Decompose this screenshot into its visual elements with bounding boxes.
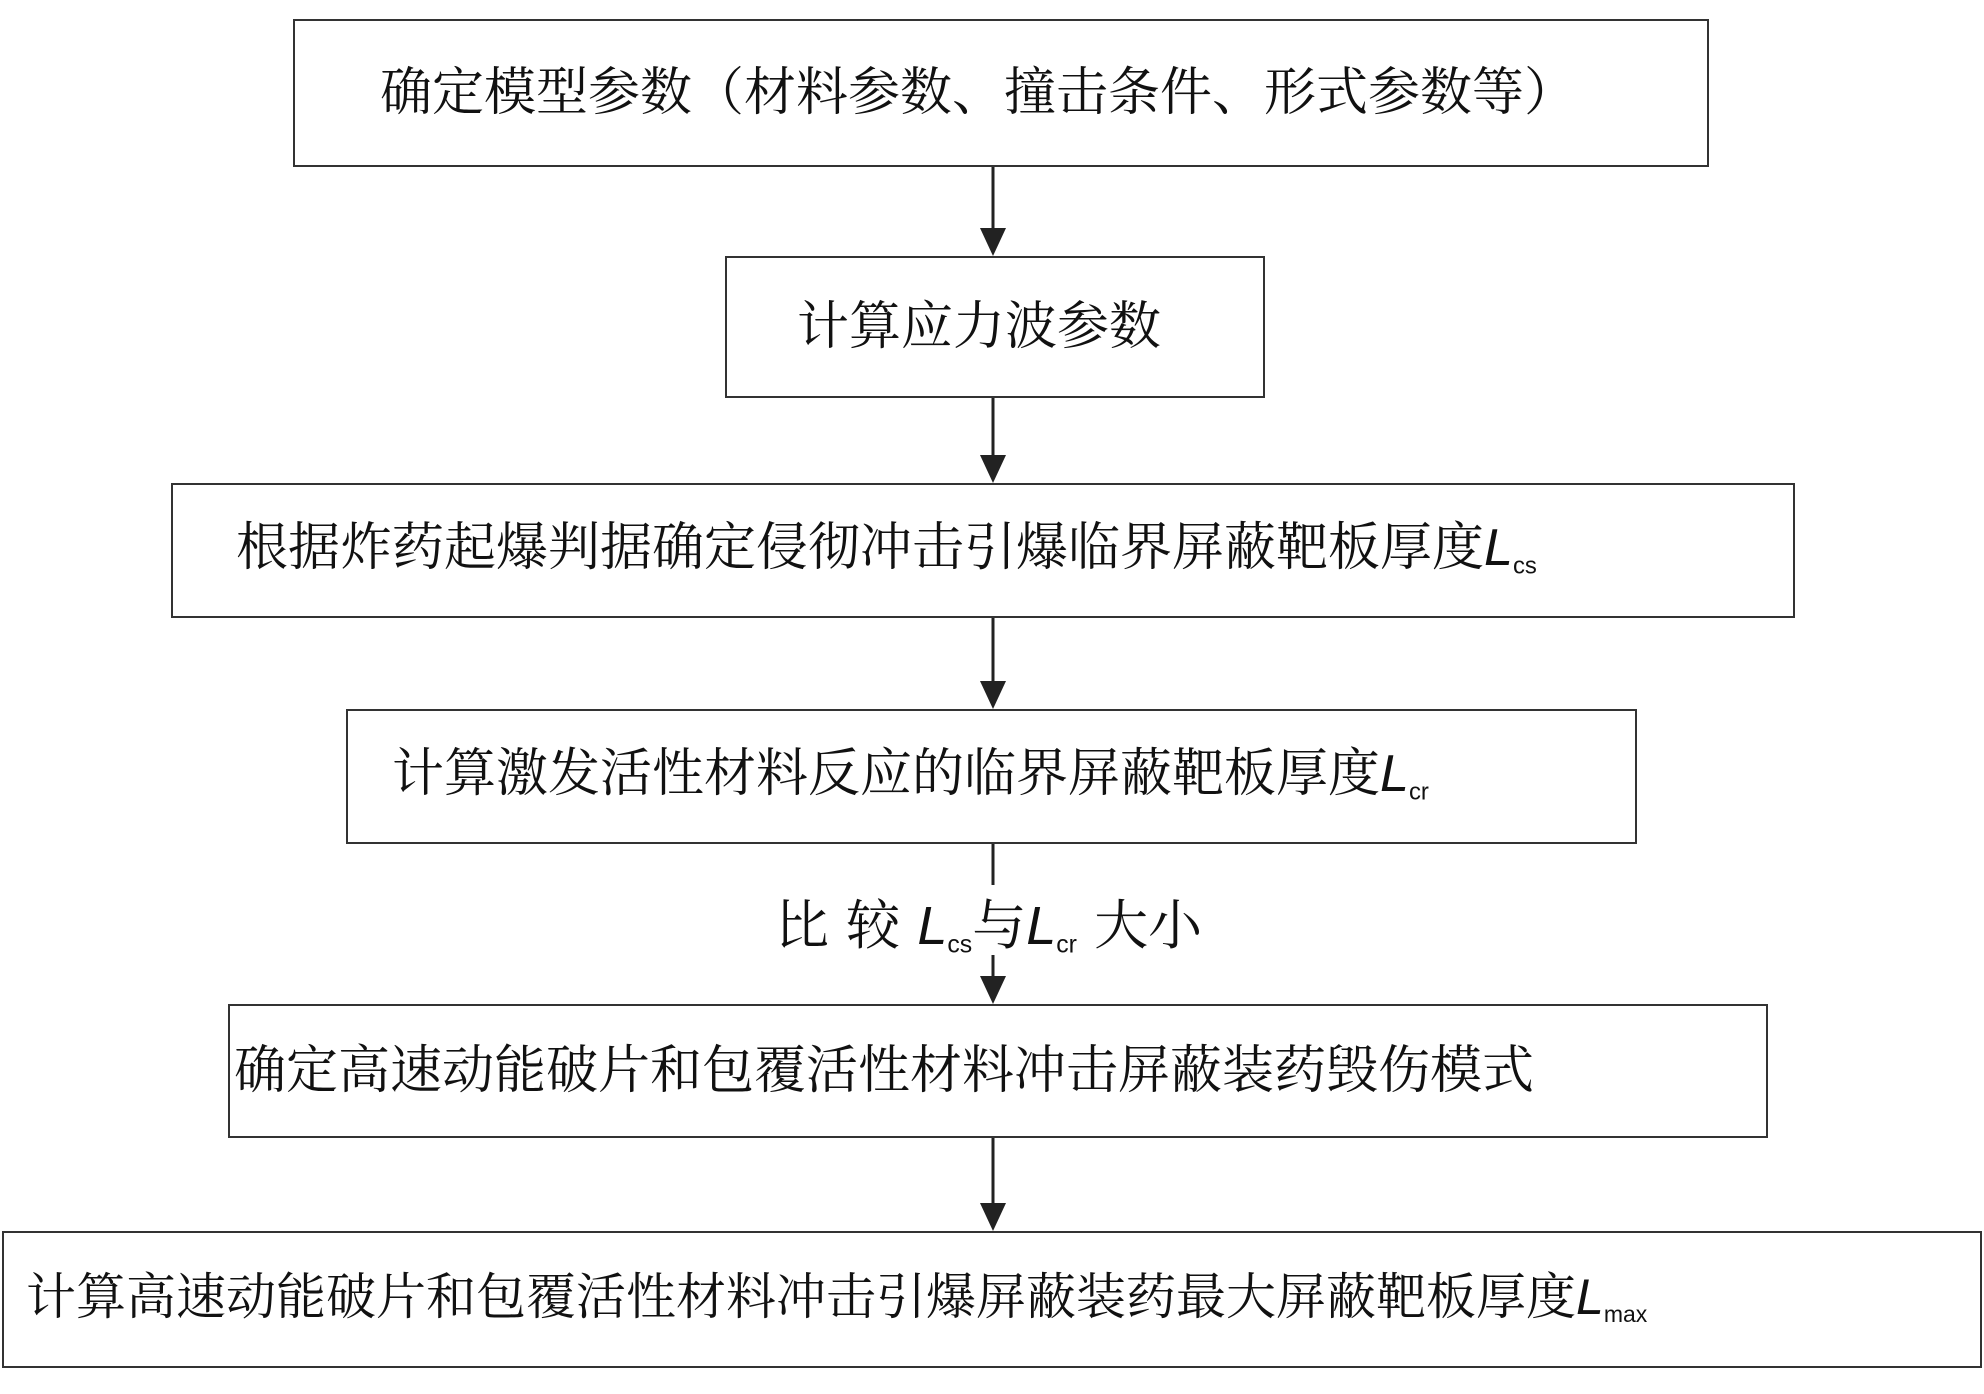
step-3-variable: L bbox=[1484, 519, 1513, 578]
arrow-4-head bbox=[980, 976, 1006, 1004]
step-4-label: 计算激发活性材料反应的临界屏蔽靶板厚度 bbox=[392, 744, 1381, 805]
compare-variable-1: L bbox=[917, 896, 948, 956]
step-1-text: 确定模型参数（材料参数、撞击条件、形式参数等） bbox=[380, 63, 1577, 123]
arrow-3-head bbox=[980, 681, 1006, 709]
arrow-1-head bbox=[980, 228, 1006, 256]
arrow-2-head bbox=[980, 455, 1006, 483]
compare-prefix: 比 较 bbox=[775, 894, 901, 957]
compare-mid: 与 bbox=[972, 894, 1027, 957]
step-4-subscript: cr bbox=[1408, 778, 1429, 806]
step-3-label: 根据炸药起爆判据确定侵彻冲击引爆临界屏蔽靶板厚度 bbox=[236, 518, 1485, 579]
step-4-variable: L bbox=[1380, 745, 1409, 804]
step-3-subscript: cs bbox=[1512, 552, 1537, 580]
step-5-text: 确定高速动能破片和包覆活性材料冲击屏蔽装药毁伤模式 bbox=[234, 1041, 1535, 1101]
compare-subscript-1: cs bbox=[947, 931, 973, 959]
compare-subscript-2: cr bbox=[1056, 931, 1077, 959]
arrow-5-head bbox=[980, 1203, 1006, 1231]
step-6-variable: L bbox=[1576, 1269, 1604, 1326]
step-2-text: 计算应力波参数 bbox=[797, 297, 1162, 357]
compare-variable-2: L bbox=[1026, 896, 1057, 956]
step-6-label: 计算高速动能破片和包覆活性材料冲击引爆屏蔽装药最大屏蔽靶板厚度 bbox=[26, 1268, 1576, 1327]
compare-suffix: 大小 bbox=[1076, 894, 1203, 957]
step-6-subscript: max bbox=[1603, 1301, 1648, 1328]
